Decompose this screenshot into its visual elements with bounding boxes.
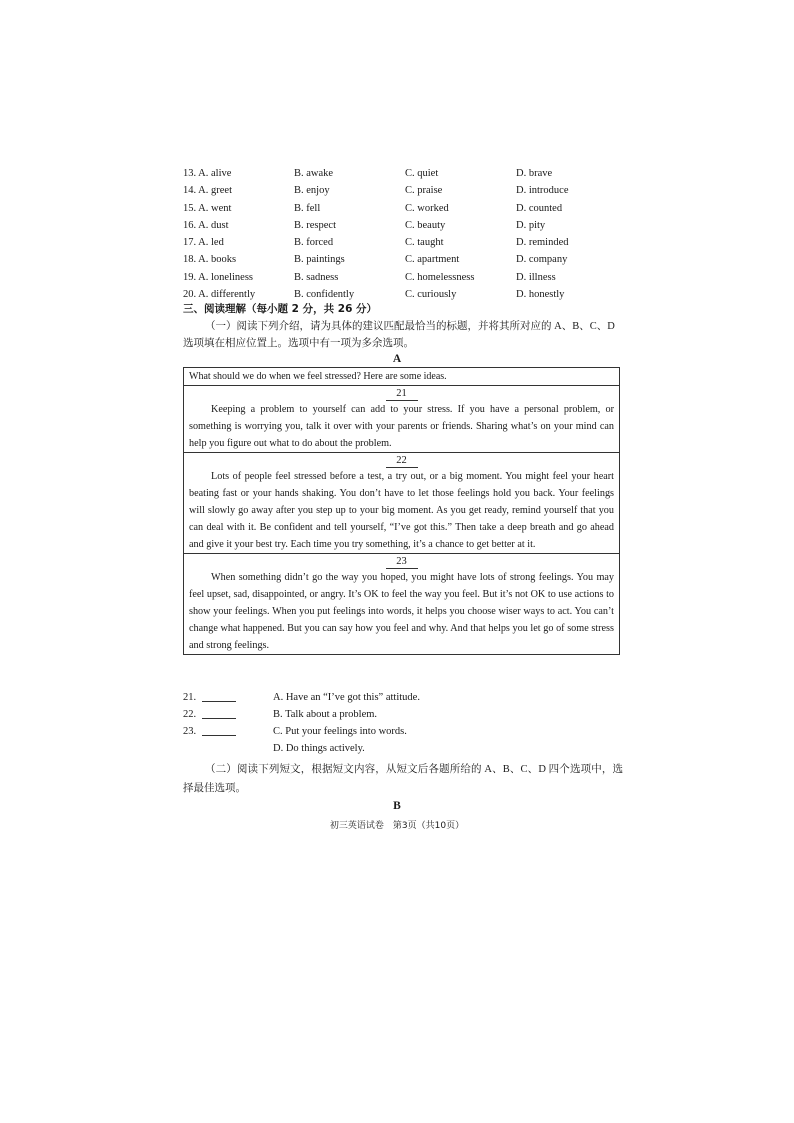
choice-option: D. company xyxy=(516,254,568,266)
choice-option: C. taught xyxy=(405,237,444,249)
choice-row xyxy=(183,200,623,217)
question-number: 21. xyxy=(183,692,197,703)
passage-paragraph: Lots of people feel stressed before a test, a try out, or a big moment. You might feel your heart beating fast or your hands shaking. You don’t have to let those feelings hold you back. Your feelings will slowly go away after you step up to your big moment. As you get ready, remind yourself that you can deal with it. Be confident and tell yourself, “I’ve got this.” Then take a deep breath and go ahead and give it your best try. Each time you try something, it’s a chance to get better at it. xyxy=(189,471,614,550)
choice-option: B. confidently xyxy=(294,289,355,301)
choice-option: C. beauty xyxy=(405,219,446,231)
answer-blank[interactable] xyxy=(202,735,236,736)
answer-matching-list xyxy=(183,689,623,757)
answer-blank[interactable] xyxy=(202,701,236,702)
answer-row xyxy=(183,740,623,757)
page-footer: 初三英语试卷 第3页（共10页） xyxy=(329,821,465,831)
choice-option: 19. A. loneliness xyxy=(183,271,253,283)
choice-option: C. praise xyxy=(405,185,443,197)
choice-option: 15. A. went xyxy=(183,202,232,214)
choice-option: D. illness xyxy=(516,271,556,283)
passage-block xyxy=(184,452,619,553)
answer-option: C. Put your feelings into words. xyxy=(273,726,407,737)
passage-a-letter: A xyxy=(392,353,402,365)
choice-option: B. enjoy xyxy=(294,185,330,197)
choice-option: 20. A. differently xyxy=(183,289,256,301)
choice-row xyxy=(183,251,623,268)
choice-option: C. worked xyxy=(405,202,449,214)
choice-row xyxy=(183,269,623,286)
answer-blank[interactable] xyxy=(202,718,236,719)
multiple-choice-list xyxy=(183,165,623,303)
answer-row xyxy=(183,706,623,723)
answer-row xyxy=(183,689,623,706)
choice-option: C. quiet xyxy=(405,168,439,179)
choice-option: C. apartment xyxy=(405,254,460,266)
choice-option: D. brave xyxy=(516,168,553,179)
choice-option: D. counted xyxy=(516,202,563,214)
choice-option: D. introduce xyxy=(516,185,569,197)
choice-option: 13. A. alive xyxy=(183,168,232,179)
choice-option: B. respect xyxy=(294,219,336,231)
question-number: 22. xyxy=(183,709,197,720)
choice-option: D. pity xyxy=(516,219,546,231)
choice-option: B. forced xyxy=(294,237,334,249)
blank-number: 23 xyxy=(386,555,418,569)
heading-blank xyxy=(189,386,614,402)
heading-blank xyxy=(189,453,614,469)
answer-option: A. Have an “I’ve got this” attitude. xyxy=(273,692,420,703)
choice-option: C. homelessness xyxy=(405,271,475,283)
choice-option: B. sadness xyxy=(294,271,339,283)
passage-a-table xyxy=(183,367,620,655)
passage-paragraph: Keeping a problem to yourself can add to your stress. If you have a personal problem, or something is worrying you, talk it over with your parents or friends. Sharing what’s on your mind can help you figure out what to do about the problem. xyxy=(189,404,614,449)
passage-block xyxy=(184,553,619,654)
question-number: 23. xyxy=(183,726,197,737)
choice-option: D. honestly xyxy=(516,289,565,301)
answer-option: D. Do things actively. xyxy=(273,743,365,754)
passage-intro: What should we do when we feel stressed? Here are some ideas. xyxy=(189,371,447,382)
blank-number: 21 xyxy=(386,387,418,401)
choice-option: 14. A. greet xyxy=(183,185,232,197)
section2-instructions: （二）阅读下列短文，根据短文内容，从短文后各题所给的 A、B、C、D 四个选项中，选择最佳选项。 xyxy=(183,764,623,794)
choice-row xyxy=(183,182,623,199)
passage-block xyxy=(184,385,619,452)
choice-option: D. reminded xyxy=(516,237,569,249)
choice-option: 16. A. dust xyxy=(183,219,229,231)
blank-number: 22 xyxy=(386,454,418,468)
choice-option: B. fell xyxy=(294,202,321,214)
choice-option: B. awake xyxy=(294,168,334,179)
answer-option: B. Talk about a problem. xyxy=(273,709,378,720)
choice-option: C. curiously xyxy=(405,289,457,301)
section-instructions: （一）阅读下列介绍，请为具体的建议匹配最恰当的标题，并将其所对应的 A、B、C、D 选项填在相应位置上。选项中有一项为多余选项。 xyxy=(183,321,615,349)
section-title: 三、阅读理解（每小题 2 分，共 26 分） xyxy=(183,303,378,315)
choice-option: 18. A. books xyxy=(183,254,237,266)
choice-row xyxy=(183,165,623,182)
choice-row xyxy=(183,234,623,251)
choice-row xyxy=(183,217,623,234)
passage-paragraph: When something didn’t go the way you hoped, you might have lots of strong feelings. You may feel upset, sad, disappointed, or angry. It’s OK to feel the way you feel. But it’s not OK to use actions to show your feelings. When you put feelings into words, it helps you choose wiser ways to act. You can’t change what happened. But you can say how you feel and why. And that helps you let go of some stress and strong feelings. xyxy=(189,572,614,651)
heading-blank xyxy=(189,554,614,570)
choice-option: B. paintings xyxy=(294,254,345,266)
choice-option: 17. A. led xyxy=(183,237,224,249)
passage-b-letter: B xyxy=(393,800,401,812)
answer-row xyxy=(183,723,623,740)
